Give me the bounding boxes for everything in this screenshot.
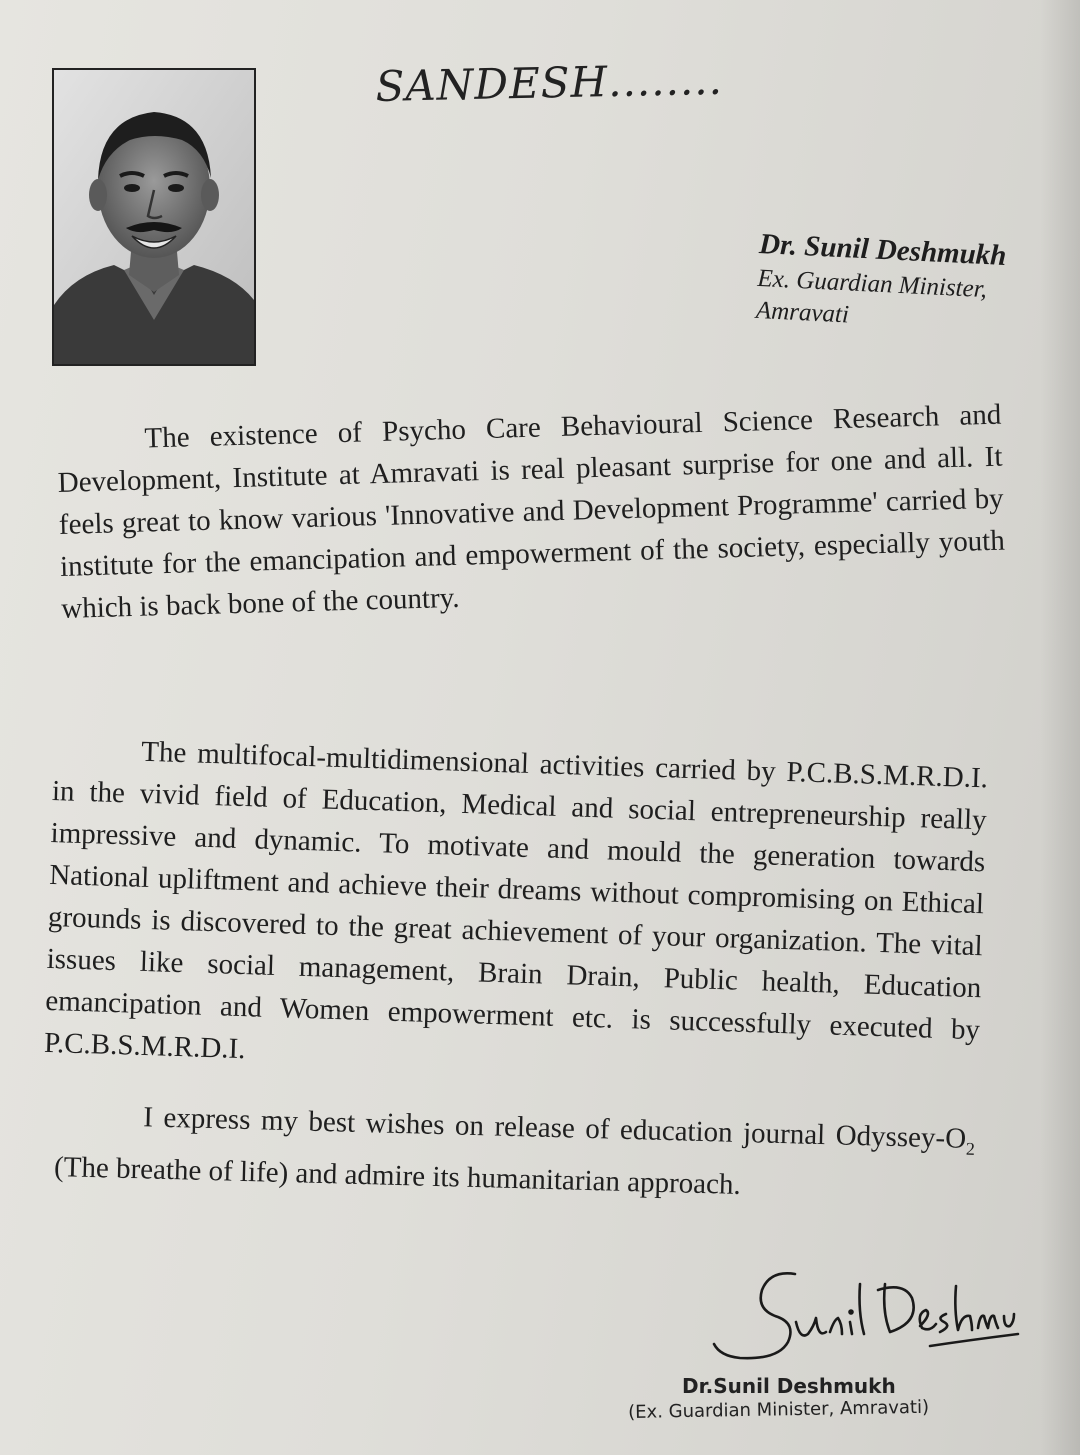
paragraph-2 (43, 728, 988, 1093)
paragraph-1 (56, 394, 1006, 630)
paragraph-3-text: I express my best wishes on release of education journal Odyssey-O (143, 1101, 967, 1155)
author-position: Ex. Guardian Minister, (756, 264, 988, 304)
paragraph-indent (57, 448, 145, 450)
author-block (755, 228, 1007, 337)
page-title: SANDESH........ (375, 54, 724, 111)
paragraph-3 (54, 1094, 976, 1212)
paragraph-3-text-end: (The breathe of life) and admire its humanitarian approach. (53, 1150, 742, 1201)
bleed-through-text (600, 0, 612, 47)
handwritten-signature (700, 1262, 1020, 1372)
portrait-photo (52, 68, 256, 366)
paragraph-indent (55, 1124, 143, 1126)
signatory-title: (Ex. Guardian Minister, Amravati) (628, 1396, 930, 1423)
subscript-two: 2 (965, 1138, 976, 1159)
paragraph-1-text: The existence of Psycho Care Behavioural Science Research and Development, Institute at Amravati is real pleasant surprise for one and all. It feels great to know various 'Innovative and Development Programme' carried by institute for the emancipation and empowerment of the society, especially youth which is back bone of the country. (57, 398, 1006, 625)
author-name: Dr. Sunil Deshmukh (758, 228, 1008, 273)
paragraph-2-text: The multifocal-multidimensional activities carried by P.C.B.S.M.R.D.I. in the vivid field of Education, Medical and social entrepreneurship really impressive and dynamic. To motivate and mould the generation towards National upliftment and achieve their dreams without compromising on Ethical grounds is discovered to the great achievement of your organization. The vital issues like social management, Brain Drain, Public health, Education emancipation and Women empowerment etc. is successfully executed by P.C.B.S.M.R.D.I. (43, 735, 989, 1066)
page-edge-shadow (1040, 0, 1080, 1455)
signatory-name: Dr.Sunil Deshmukh (682, 1374, 896, 1398)
author-place: Amravati (755, 296, 850, 329)
paragraph-indent (53, 758, 141, 761)
